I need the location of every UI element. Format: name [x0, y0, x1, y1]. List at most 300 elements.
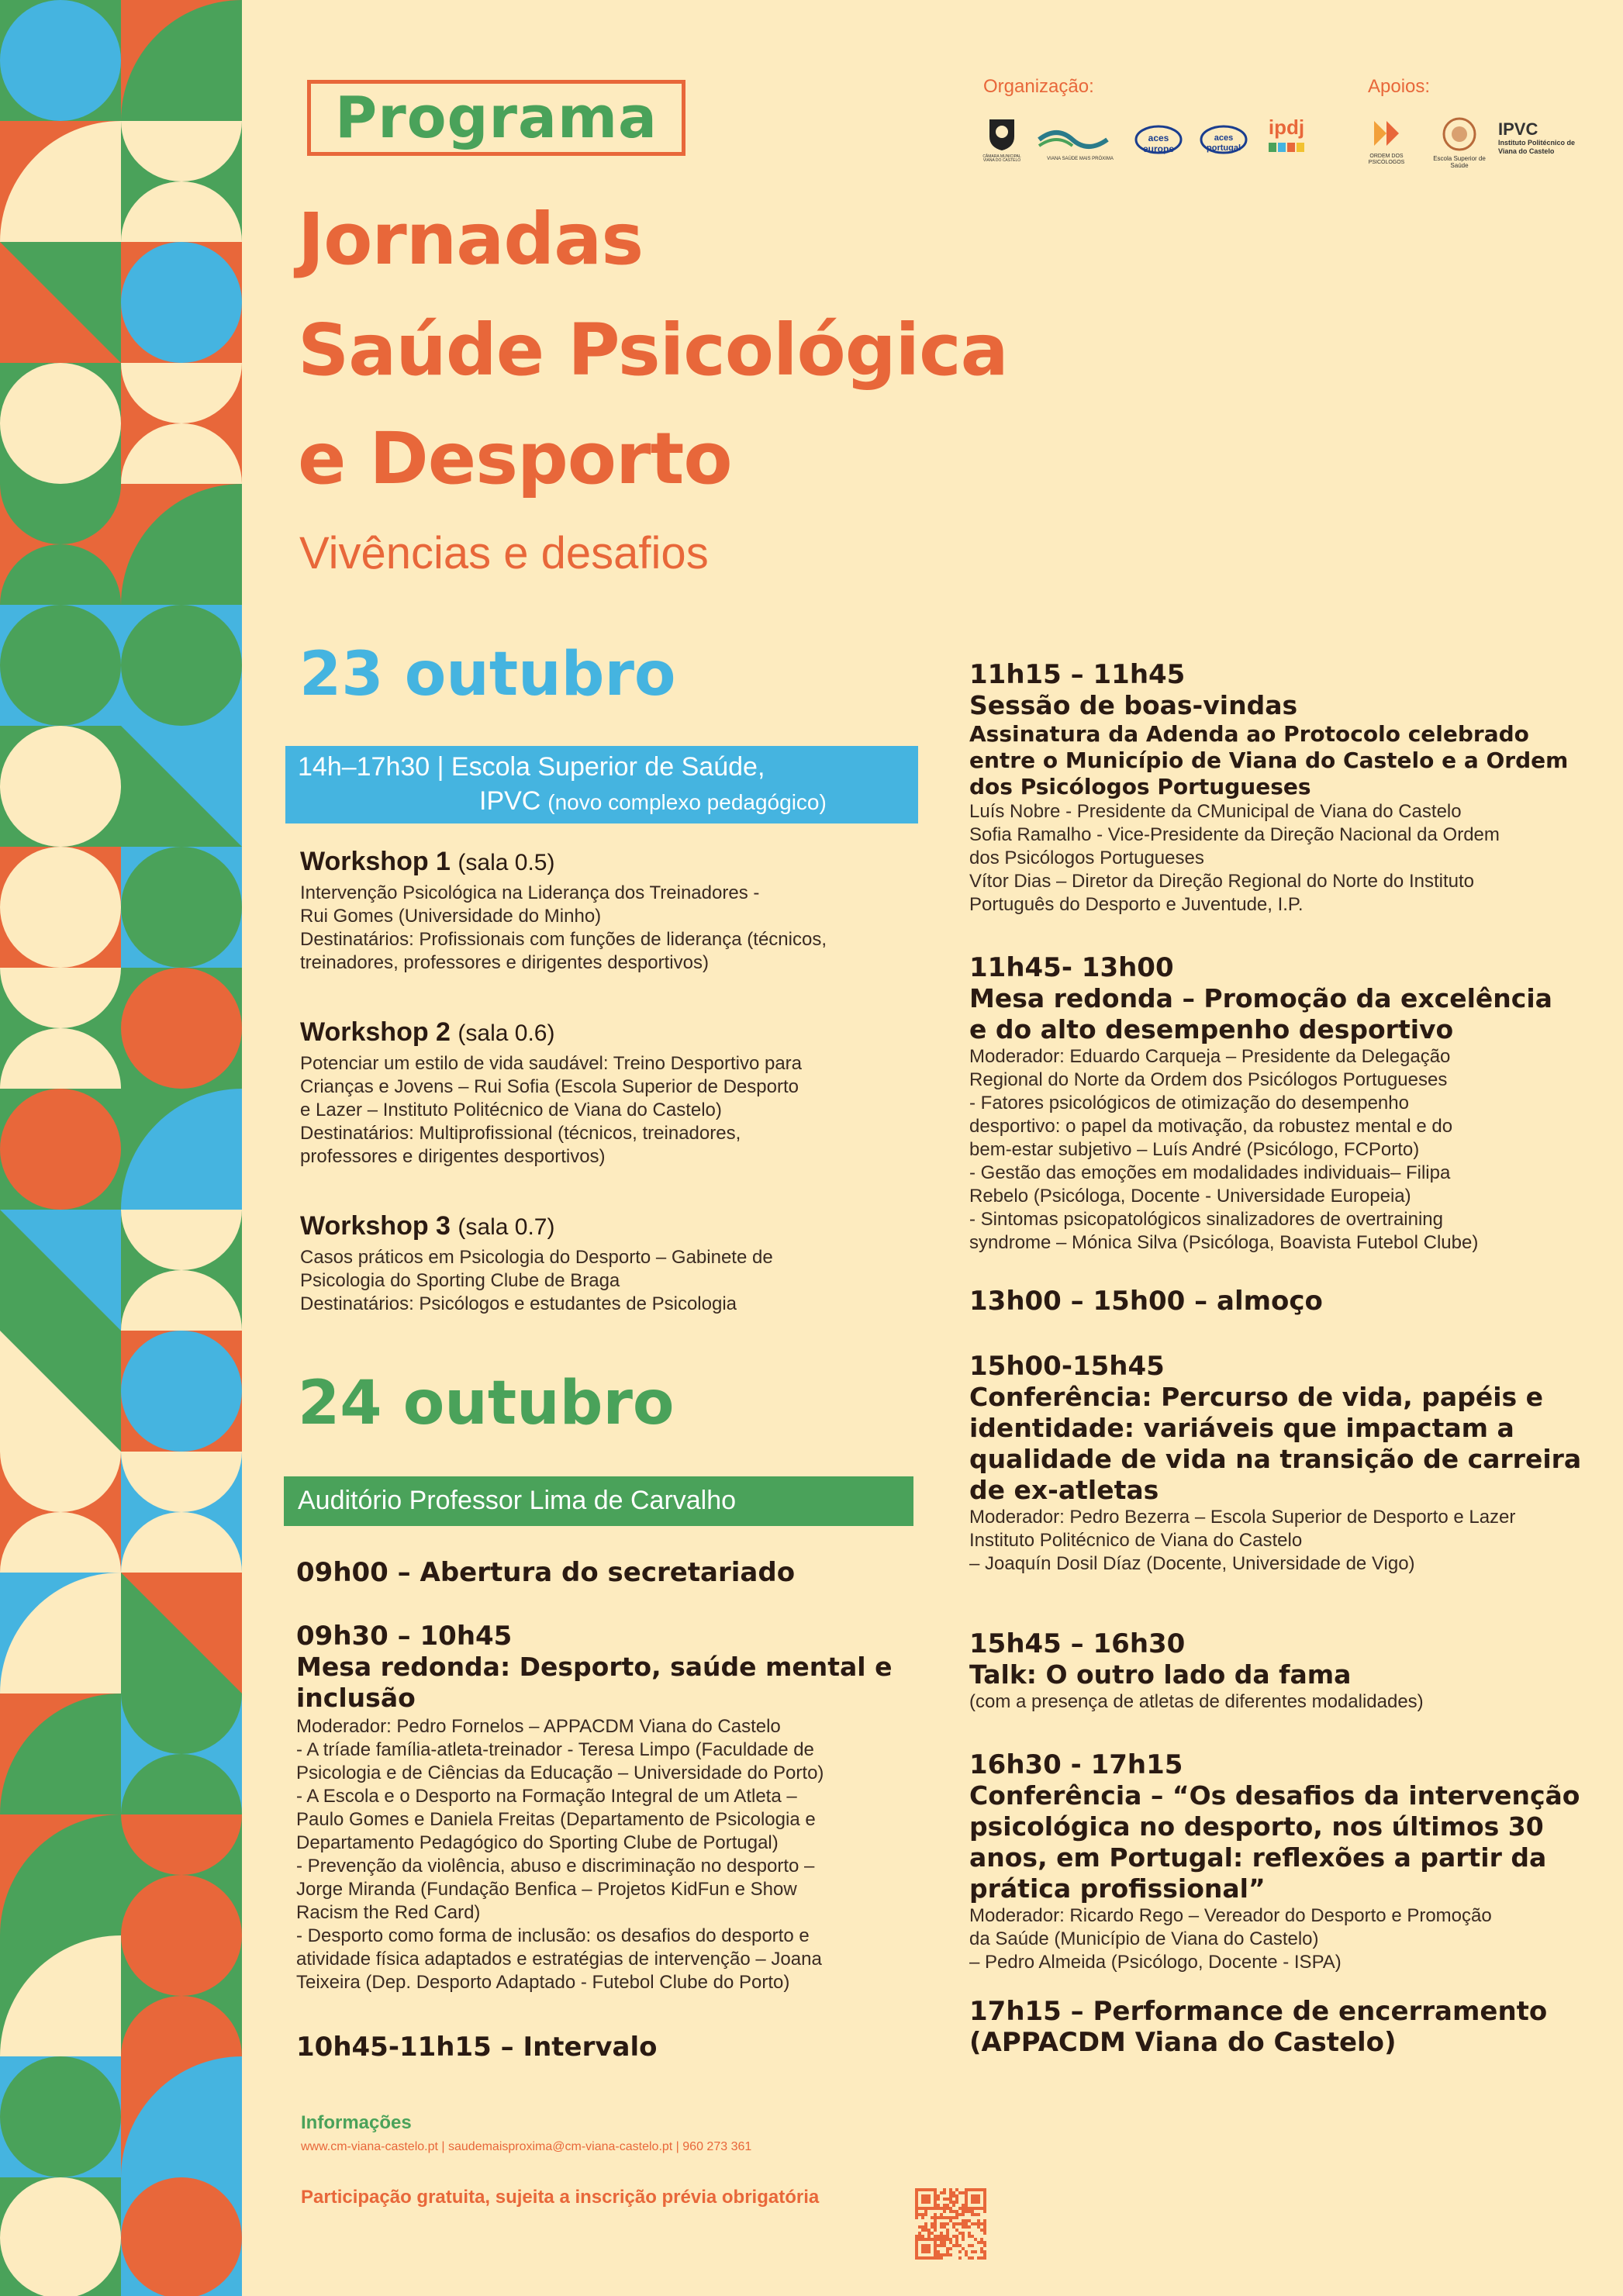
day1-band-line2: IPVC: [479, 786, 541, 816]
qr-module: [955, 2188, 958, 2191]
qr-module: [974, 2238, 977, 2241]
qr-module: [983, 2253, 986, 2256]
pattern-shape: [0, 2177, 121, 2296]
qr-module: [946, 2216, 949, 2219]
crest-icon: [986, 116, 1017, 152]
encerramento-line: 17h15 – Performance de encerramento: [969, 1996, 1548, 2027]
mesa2-time: 11h45- 13h00: [969, 952, 1174, 983]
qr-module: [921, 2194, 924, 2198]
qr-module: [983, 2194, 986, 2198]
qr-module: [952, 2244, 955, 2247]
qr-module: [915, 2204, 918, 2207]
qr-module: [934, 2256, 937, 2260]
qr-module: [937, 2253, 940, 2256]
qr-module: [934, 2201, 937, 2204]
conf1-title-line: Conferência: Percurso de vida, papéis e: [969, 1382, 1544, 1412]
qr-module: [921, 2198, 924, 2201]
qr-module: [946, 2204, 949, 2207]
qr-module: [943, 2210, 946, 2213]
qr-module: [946, 2229, 949, 2232]
qr-module: [952, 2210, 955, 2213]
qr-module: [924, 2210, 927, 2213]
qr-module: [946, 2235, 949, 2238]
workshop-2-line: Potenciar um estilo de vida saudável: Treino Desportivo para: [300, 1053, 803, 1074]
qr-module: [918, 2225, 921, 2229]
logo-ordem-psicologos: ORDEM DOS PSICÓLOGOS: [1366, 116, 1407, 166]
qr-module: [927, 2194, 931, 2198]
boas-vindas-line: Sofia Ramalho - Vice-Presidente da Direção Nacional da Ordem: [969, 824, 1500, 845]
qr-module: [980, 2241, 983, 2244]
mesa2-line: syndrome – Mónica Silva (Psicóloga, Boavista Futebol Clube): [969, 1232, 1479, 1253]
mesa2-line: bem-estar subjetivo – Luís André (Psicólogo, FCPorto): [969, 1139, 1420, 1160]
qr-module: [983, 2256, 986, 2260]
qr-module: [915, 2216, 918, 2219]
qr-module: [937, 2250, 940, 2253]
qr-module: [934, 2229, 937, 2232]
boas-vindas-sub-line: dos Psicólogos Portugueses: [969, 774, 1311, 799]
conf2-title-line: prática profissional”: [969, 1873, 1266, 1904]
logo-ipvc: IPVC Instituto Politécnico de Viana do Castelo: [1498, 119, 1576, 155]
qr-module: [962, 2225, 965, 2229]
qr-module: [927, 2235, 931, 2238]
qr-module: [955, 2201, 958, 2204]
talk-line: (com a presença de atletas de diferentes modalidades): [969, 1691, 1424, 1712]
qr-module: [958, 2244, 962, 2247]
programa-label-box: [307, 80, 685, 156]
qr-module: [921, 2250, 924, 2253]
qr-module: [934, 2213, 937, 2216]
boas-vindas-line: Vítor Dias – Diretor da Direção Regional do Norte do Instituto: [969, 871, 1474, 892]
qr-module: [983, 2225, 986, 2229]
qr-module: [971, 2194, 974, 2198]
qr-module: [940, 2191, 943, 2194]
qr-module: [940, 2222, 943, 2225]
qr-module: [952, 2194, 955, 2198]
qr-module: [943, 2238, 946, 2241]
qr-module: [946, 2247, 949, 2250]
qr-module: [971, 2201, 974, 2204]
qr-module: [965, 2207, 968, 2210]
qr-module: [931, 2216, 934, 2219]
boas-vindas-time: 11h15 – 11h45: [969, 659, 1186, 690]
qr-module: [962, 2238, 965, 2241]
qr-module: [968, 2219, 971, 2222]
pattern-shape: [0, 363, 121, 484]
qr-module: [943, 2253, 946, 2256]
qr-module: [934, 2238, 937, 2241]
mesa1-line: - Desporto como forma de inclusão: os desafios do desporto e: [296, 1925, 810, 1946]
boas-vindas-line: dos Psicólogos Portugueses: [969, 848, 1204, 868]
qr-module: [980, 2238, 983, 2241]
qr-module: [934, 2191, 937, 2194]
mesa-redonda-2: [969, 952, 1597, 1255]
workshop-3-line: Destinatários: Psicólogos e estudantes de Psicologia: [300, 1293, 737, 1314]
qr-module: [915, 2213, 918, 2216]
wave-icon: [1038, 124, 1123, 154]
qr-module: [937, 2256, 940, 2260]
qr-module: [977, 2225, 980, 2229]
conf2-title-line: anos, em Portugal: reflexões a partir da: [969, 1842, 1547, 1873]
workshop-3-line: Psicologia do Sporting Clube de Braga: [300, 1270, 620, 1291]
qr-module: [965, 2210, 968, 2213]
talk: [969, 1628, 1597, 1714]
qr-module: [940, 2235, 943, 2238]
qr-module: [952, 2201, 955, 2204]
qr-module: [968, 2210, 971, 2213]
qr-module: [962, 2235, 965, 2238]
workshop-3-room: (sala 0.7): [458, 1214, 555, 1240]
qr-module: [934, 2235, 937, 2238]
day1-location-band: [285, 746, 918, 823]
qr-module: [924, 2250, 927, 2253]
qr-module: [968, 2225, 971, 2229]
ordem-psicologos-icon: [1369, 116, 1404, 150]
qr-module: [927, 2232, 931, 2235]
mesa2-line: - Gestão das emoções em modalidades individuais– Filipa: [969, 1162, 1451, 1183]
qr-module: [915, 2188, 918, 2191]
qr-module: [980, 2247, 983, 2250]
qr-module: [924, 2198, 927, 2201]
qr-module: [958, 2207, 962, 2210]
qr-module: [915, 2253, 918, 2256]
qr-module: [968, 2232, 971, 2235]
qr-module: [937, 2207, 940, 2210]
qr-module: [934, 2244, 937, 2247]
qr-module: [958, 2232, 962, 2235]
logo-viana-saude: VIANA SAÚDE MAIS PRÓXIMA: [1038, 124, 1123, 161]
qr-module: [955, 2229, 958, 2232]
qr-module: [952, 2191, 955, 2194]
mesa2-line: desportivo: o papel da motivação, da robustez mental e do: [969, 1116, 1453, 1137]
pattern-shape: [0, 605, 121, 726]
qr-module: [940, 2207, 943, 2210]
qr-module: [949, 2201, 952, 2204]
qr-module: [962, 2232, 965, 2235]
qr-module: [971, 2207, 974, 2210]
boas-vindas-sub-line: Assinatura da Adenda ao Protocolo celebrado: [969, 721, 1529, 747]
encerramento-line: (APPACDM Viana do Castelo): [969, 2027, 1397, 2058]
qr-module: [974, 2207, 977, 2210]
title-line-3: e Desporto: [298, 417, 732, 500]
decorative-pattern-strip: [0, 0, 242, 2296]
qr-module: [921, 2225, 924, 2229]
workshop-1-line: treinadores, professores e dirigentes desportivos): [300, 952, 709, 973]
qr-module: [934, 2250, 937, 2253]
qr-module: [915, 2207, 918, 2210]
qr-module: [921, 2188, 924, 2191]
qr-module: [937, 2216, 940, 2219]
participacao-line: Participação gratuita, sujeita a inscrição prévia obrigatória: [301, 2187, 820, 2208]
qr-module: [921, 2213, 924, 2216]
qr-module: [915, 2238, 918, 2241]
qr-module: [974, 2194, 977, 2198]
qr-module: [943, 2204, 946, 2207]
mesa2-line: - Sintomas psicopatológicos sinalizadores de overtraining: [969, 1209, 1443, 1230]
logo-escola-superior-saude: Escola Superior de Saúde: [1431, 116, 1487, 169]
mesa2-line: Regional do Norte da Ordem dos Psicólogos Portugueses: [969, 1069, 1448, 1090]
qr-module: [940, 2253, 943, 2256]
qr-module: [955, 2198, 958, 2201]
qr-module: [983, 2241, 986, 2244]
workshop-2-line: Crianças e Jovens – Rui Sofia (Escola Superior de Desporto: [300, 1076, 799, 1097]
qr-module: [968, 2256, 971, 2260]
talk-time: 15h45 – 16h30: [969, 1628, 1186, 1659]
mesa2-title-line: e do alto desempenho desportivo: [969, 1014, 1454, 1044]
qr-module: [940, 2225, 943, 2229]
qr-module: [958, 2191, 962, 2194]
qr-module: [940, 2213, 943, 2216]
qr-module: [943, 2191, 946, 2194]
qr-module: [937, 2194, 940, 2198]
qr-module: [962, 2207, 965, 2210]
qr-module: [949, 2194, 952, 2198]
qr-module: [955, 2222, 958, 2225]
qr-module: [955, 2241, 958, 2244]
boas-vindas-line: Luís Nobre - Presidente da CMunicipal de Viana do Castelo: [969, 801, 1462, 822]
qr-module: [974, 2198, 977, 2201]
qr-module: [915, 2244, 918, 2247]
qr-module: [980, 2222, 983, 2225]
qr-module: [924, 2213, 927, 2216]
day1-band-line1: 14h–17h30 | Escola Superior de Saúde,: [298, 752, 765, 782]
mesa-redonda-1: [296, 1621, 917, 1994]
qr-module: [949, 2241, 952, 2244]
qr-module: [940, 2241, 943, 2244]
qr-module: [949, 2219, 952, 2222]
qr-module: [962, 2222, 965, 2225]
qr-module: [918, 2207, 921, 2210]
workshop-2-line: professores e dirigentes desportivos): [300, 1146, 606, 1167]
qr-module: [931, 2238, 934, 2241]
qr-module: [965, 2188, 968, 2191]
qr-module: [921, 2244, 924, 2247]
abertura-line: 09h00 – Abertura do secretariado: [296, 1557, 796, 1588]
workshop-1-room: (sala 0.5): [458, 850, 555, 875]
qr-module: [977, 2198, 980, 2201]
pattern-shape: [0, 0, 121, 121]
pattern-shape: [0, 2056, 121, 2177]
qr-module: [949, 2238, 952, 2241]
qr-module: [940, 2256, 943, 2260]
qr-module: [949, 2247, 952, 2250]
day2-band-label: Auditório Professor Lima de Carvalho: [298, 1486, 737, 1515]
intervalo-line: 10h45-11h15 – Intervalo: [296, 2032, 658, 2063]
qr-module: [971, 2198, 974, 2201]
qr-module: [955, 2210, 958, 2213]
sessao-boas-vindas: [969, 659, 1597, 917]
title-line-2: Saúde Psicológica: [298, 309, 1008, 392]
conf1-title-line: identidade: variáveis que impactam a: [969, 1413, 1514, 1443]
qr-module: [931, 2225, 934, 2229]
day2-date: 24 outubro: [298, 1369, 675, 1438]
mesa2-line: Rebelo (Psicóloga, Docente - Universidade Europeia): [969, 1186, 1411, 1207]
qr-module: [924, 2194, 927, 2198]
mesa1-line: Moderador: Pedro Fornelos – APPACDM Viana do Castelo: [296, 1716, 781, 1737]
qr-module: [946, 2250, 949, 2253]
conferencia-2: [969, 1749, 1605, 1974]
qr-module: [937, 2238, 940, 2241]
qr-module: [971, 2256, 974, 2260]
qr-module: [927, 2207, 931, 2210]
logo-aces-portugal: aces portugal: [1199, 124, 1248, 158]
qr-module: [921, 2235, 924, 2238]
qr-module: [952, 2225, 955, 2229]
qr-module: [946, 2207, 949, 2210]
qr-module: [971, 2222, 974, 2225]
qr-module: [918, 2232, 921, 2235]
qr-module: [918, 2235, 921, 2238]
qr-module: [927, 2244, 931, 2247]
qr-module: [952, 2216, 955, 2219]
pattern-shape: [0, 1089, 121, 1210]
conf1-line: Instituto Politécnico de Viana do Castelo: [969, 1530, 1303, 1551]
mesa1-line: Psicologia e de Ciências da Educação – Universidade do Porto): [296, 1763, 824, 1783]
mesa1-time: 09h30 – 10h45: [296, 1621, 513, 1652]
qr-module: [962, 2204, 965, 2207]
qr-module: [937, 2198, 940, 2201]
qr-module: [927, 2229, 931, 2232]
qr-module: [962, 2219, 965, 2222]
qr-module: [977, 2256, 980, 2260]
qr-module: [980, 2256, 983, 2260]
qr-module: [940, 2238, 943, 2241]
qr-module: [965, 2250, 968, 2253]
conf1-line: – Joaquín Dosil Díaz (Docente, Universidade de Vigo): [969, 1553, 1415, 1574]
pattern-shape: [121, 605, 242, 726]
mesa2-line: - Fatores psicológicos de otimização do desempenho: [969, 1093, 1409, 1113]
escola-seal-icon: [1442, 116, 1477, 152]
qr-module: [943, 2235, 946, 2238]
qr-module: [965, 2225, 968, 2229]
qr-module: [949, 2210, 952, 2213]
qr-module: [980, 2188, 983, 2191]
qr-module: [934, 2198, 937, 2201]
mesa1-line: Teixeira (Dep. Desporto Adaptado - Futebol Clube do Porto): [296, 1972, 790, 1993]
qr-module: [977, 2219, 980, 2222]
qr-module: [927, 2238, 931, 2241]
qr-module: [934, 2204, 937, 2207]
programa-label: Programa: [334, 85, 658, 151]
conf2-title-line: psicológica no desporto, nos últimos 30: [969, 1811, 1544, 1842]
qr-module: [931, 2232, 934, 2235]
qr-module: [921, 2238, 924, 2241]
qr-module: [927, 2256, 931, 2260]
qr-module: [971, 2235, 974, 2238]
pattern-shape: [0, 847, 121, 968]
mesa2-line: Moderador: Eduardo Carqueja – Presidente da Delegação: [969, 1046, 1451, 1067]
qr-module: [915, 2250, 918, 2253]
workshop-2-line: e Lazer – Instituto Politécnico de Viana do Castelo): [300, 1100, 722, 1120]
qr-module: [924, 2256, 927, 2260]
qr-module: [974, 2213, 977, 2216]
qr-module: [934, 2216, 937, 2219]
qr-module: [977, 2213, 980, 2216]
qr-module: [971, 2210, 974, 2213]
encerramento: [969, 1996, 1605, 2058]
conf1-line: Moderador: Pedro Bezerra – Escola Superior de Desporto e Lazer: [969, 1507, 1516, 1528]
qr-module: [931, 2256, 934, 2260]
qr-module: [962, 2213, 965, 2216]
qr-module: [943, 2225, 946, 2229]
qr-module: [918, 2213, 921, 2216]
qr-module: [924, 2247, 927, 2250]
qr-module: [968, 2235, 971, 2238]
qr-module: [971, 2250, 974, 2253]
qr-module: [965, 2191, 968, 2194]
qr-code-icon[interactable]: [915, 2188, 986, 2260]
workshop-1-line: Destinatários: Profissionais com funções de liderança (técnicos,: [300, 929, 827, 950]
qr-module: [931, 2188, 934, 2191]
qr-module: [965, 2253, 968, 2256]
qr-module: [946, 2253, 949, 2256]
qr-module: [983, 2210, 986, 2213]
logo-ipdj: ipdj: [1262, 116, 1310, 157]
qr-module: [983, 2191, 986, 2194]
conferencia-1: [969, 1351, 1605, 1576]
boas-vindas-line: Português do Desporto e Juventude, I.P.: [969, 894, 1304, 915]
qr-module: [915, 2241, 918, 2244]
qr-module: [915, 2194, 918, 2198]
conf1-time: 15h00-15h45: [969, 1351, 1165, 1382]
talk-title: Talk: O outro lado da fama: [969, 1659, 1352, 1690]
qr-module: [983, 2229, 986, 2232]
qr-module: [977, 2241, 980, 2244]
qr-module: [934, 2247, 937, 2250]
qr-module: [915, 2201, 918, 2204]
qr-module: [977, 2222, 980, 2225]
contacts-line[interactable]: www.cm-viana-castelo.pt | saudemaisproxima@cm-viana-castelo.pt | 960 273 361: [301, 2140, 752, 2153]
mesa1-line: Jorge Miranda (Fundação Benfica – Projetos KidFun e Show: [296, 1879, 797, 1900]
qr-module: [924, 2225, 927, 2229]
qr-module: [949, 2191, 952, 2194]
qr-module: [955, 2194, 958, 2198]
qr-module: [937, 2204, 940, 2207]
day1-date: 23 outubro: [299, 640, 676, 710]
qr-module: [946, 2222, 949, 2225]
qr-module: [968, 2188, 971, 2191]
qr-module: [934, 2253, 937, 2256]
qr-module: [946, 2198, 949, 2201]
qr-module: [952, 2222, 955, 2225]
qr-module: [934, 2241, 937, 2244]
qr-module: [943, 2244, 946, 2247]
qr-module: [971, 2213, 974, 2216]
qr-module: [921, 2247, 924, 2250]
qr-module: [937, 2244, 940, 2247]
day2-location-band: [284, 1476, 913, 1526]
qr-module: [915, 2210, 918, 2213]
qr-module: [915, 2198, 918, 2201]
qr-module: [983, 2222, 986, 2225]
mesa1-title-line: Mesa redonda: Desporto, saúde mental e: [296, 1652, 893, 1682]
qr-module: [971, 2244, 974, 2247]
qr-module: [915, 2235, 918, 2238]
qr-module: [962, 2210, 965, 2213]
boas-vindas-sub-line: entre o Município de Viana do Castelo e a Ordem: [969, 747, 1569, 773]
qr-module: [943, 2207, 946, 2210]
pattern-shape: [0, 726, 121, 847]
pattern-shape: [121, 968, 242, 1089]
qr-module: [983, 2207, 986, 2210]
qr-module: [918, 2256, 921, 2260]
qr-module: [943, 2216, 946, 2219]
qr-module: [955, 2244, 958, 2247]
qr-module: [965, 2194, 968, 2198]
conf2-line: – Pedro Almeida (Psicólogo, Docente - ISPA): [969, 1952, 1342, 1973]
qr-module: [934, 2188, 937, 2191]
qr-module: [927, 2247, 931, 2250]
qr-module: [924, 2238, 927, 2241]
